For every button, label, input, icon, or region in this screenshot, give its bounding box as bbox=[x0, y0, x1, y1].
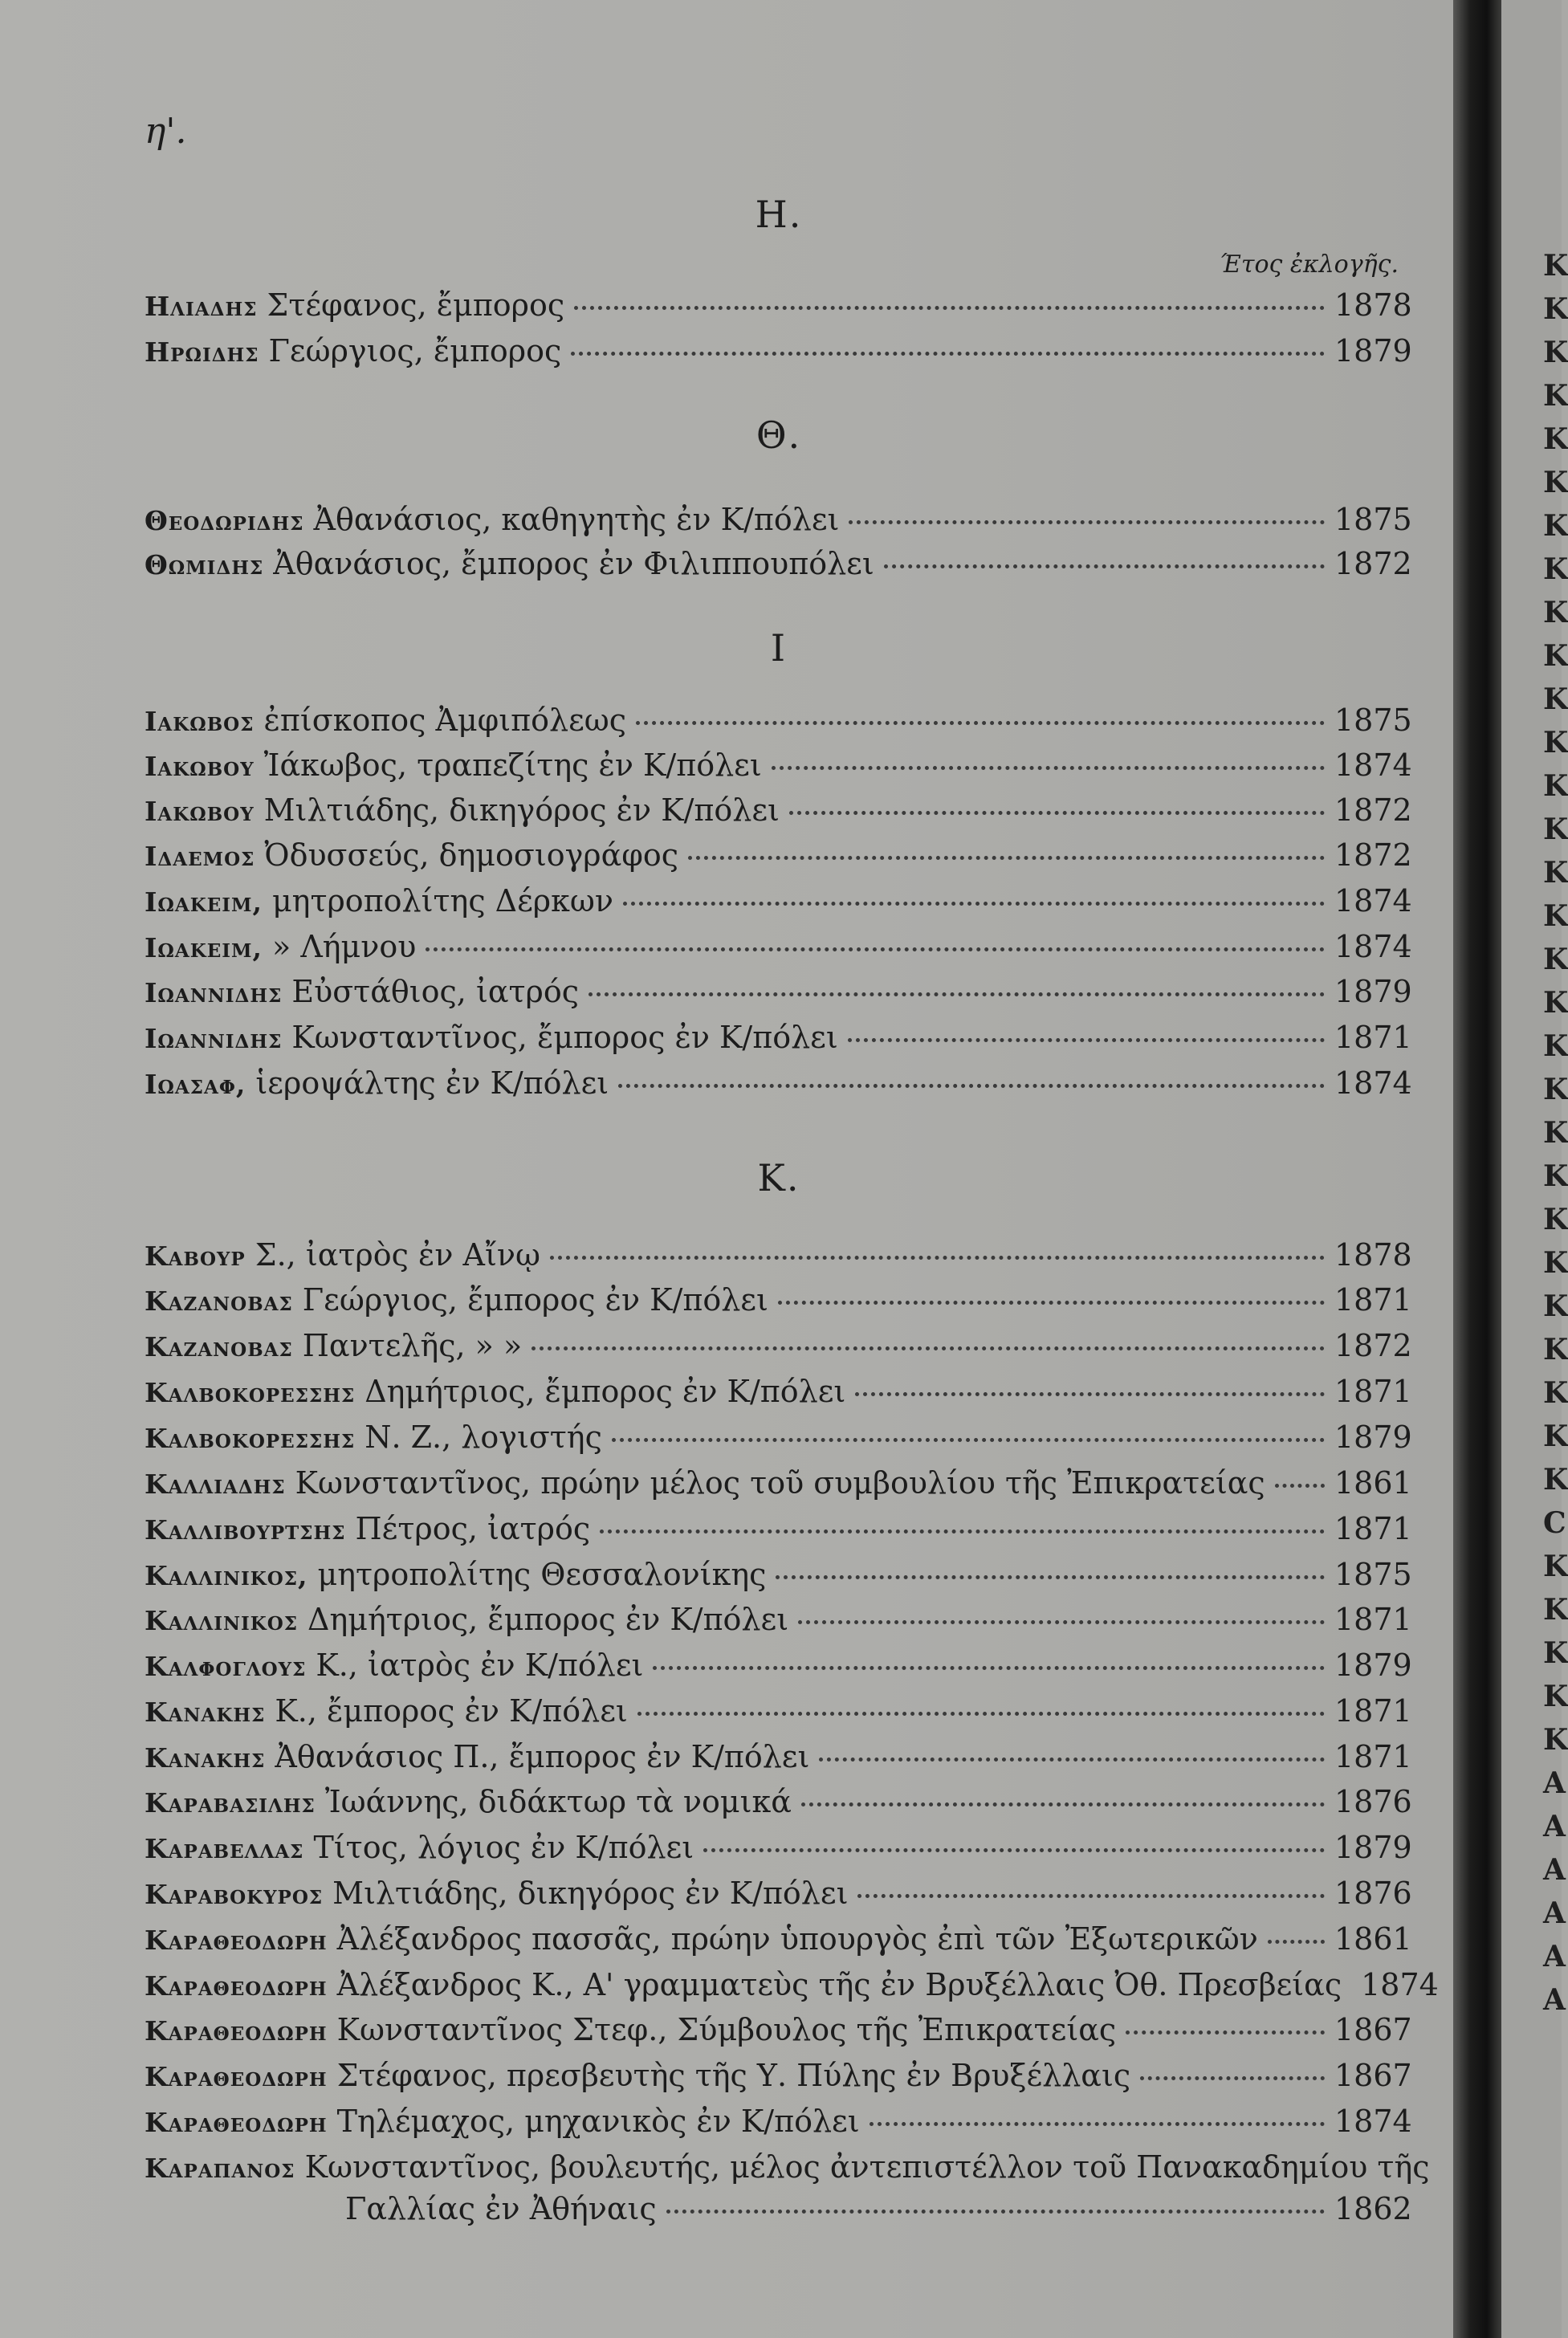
entry-surname: Καραθεοδωρη bbox=[145, 1925, 328, 1956]
list-entry bbox=[145, 1693, 1412, 1735]
dot-leader bbox=[870, 2122, 1325, 2126]
entry-surname: Καραπανος bbox=[145, 2153, 295, 2184]
list-entry bbox=[145, 1602, 1412, 1644]
edge-letter: Κ bbox=[1543, 856, 1568, 890]
entry-description: Κ., ἔμπορος ἐν Κ/πόλει bbox=[275, 1693, 628, 1729]
entry-surname: Καλφογλους bbox=[145, 1651, 307, 1682]
edge-letter: Κ bbox=[1543, 769, 1568, 803]
dot-leader bbox=[1140, 2076, 1325, 2080]
list-entry bbox=[145, 1237, 1412, 1279]
entry-surname: Θωμιδης bbox=[145, 549, 264, 580]
entry-surname: Καλλιαδης bbox=[145, 1468, 286, 1500]
dot-leader bbox=[789, 811, 1325, 815]
entry-year: 1874 bbox=[1334, 1065, 1412, 1101]
dot-leader bbox=[1268, 1940, 1325, 1944]
entry-surname: Καζανοβας bbox=[145, 1285, 293, 1317]
edge-letter: Κ bbox=[1543, 509, 1568, 543]
dot-leader bbox=[778, 1301, 1325, 1305]
entry-year: 1871 bbox=[1334, 1739, 1412, 1774]
edge-letter: Κ bbox=[1543, 1203, 1568, 1236]
list-entry bbox=[145, 1739, 1412, 1781]
dot-leader bbox=[855, 1392, 1325, 1396]
entry-surname: Καραβασιλης bbox=[145, 1787, 316, 1819]
list-entry bbox=[145, 1020, 1412, 1061]
list-entry bbox=[145, 546, 1412, 588]
entry-year: 1871 bbox=[1334, 1602, 1412, 1637]
list-entry bbox=[145, 974, 1412, 1016]
edge-letter: Κ bbox=[1543, 639, 1568, 673]
edge-letter: Α bbox=[1543, 1983, 1566, 2017]
edge-letter: Κ bbox=[1543, 1159, 1568, 1193]
dot-leader bbox=[798, 1620, 1325, 1624]
list-entry bbox=[145, 1374, 1412, 1415]
list-entry bbox=[145, 1830, 1412, 1872]
entry-year: 1867 bbox=[1334, 2012, 1412, 2047]
book-gutter bbox=[1453, 0, 1501, 2338]
list-entry bbox=[145, 1967, 1439, 2009]
entry-line-2 bbox=[145, 2191, 1412, 2226]
entry-year: 1875 bbox=[1334, 502, 1412, 537]
entry-description: Ἀθανάσιος, καθηγητὴς ἐν Κ/πόλει bbox=[313, 502, 840, 537]
dot-leader bbox=[653, 1666, 1325, 1670]
entry-surname: Ιωακειμ, bbox=[145, 932, 263, 963]
edge-letter: Κ bbox=[1543, 943, 1568, 976]
entry-year: 1872 bbox=[1334, 792, 1412, 828]
dot-leader bbox=[688, 856, 1325, 860]
entry-year: 1872 bbox=[1334, 546, 1412, 581]
entry-surname: Καλβοκορεσσης bbox=[145, 1423, 356, 1454]
entry-year: 1878 bbox=[1334, 1237, 1412, 1273]
entry-surname: Ιδαεμος bbox=[145, 841, 255, 872]
entry-description: Κωνσταντῖνος Στεφ., Σύμβουλος τῆς Ἐπικρατείας bbox=[336, 2012, 1117, 2047]
entry-year: 1875 bbox=[1334, 1557, 1412, 1592]
entry-description: » Λήμνου bbox=[271, 929, 417, 964]
list-entry bbox=[145, 837, 1412, 879]
page-number: η'. bbox=[145, 111, 187, 152]
entry-text-block bbox=[145, 2149, 1430, 2226]
entry-surname: Θεοδωριδης bbox=[145, 505, 304, 536]
edge-letter: Κ bbox=[1543, 986, 1568, 1020]
entry-surname: Ιακωβου bbox=[145, 796, 255, 827]
edge-letter: Κ bbox=[1543, 726, 1568, 760]
entry-surname: Ιακωβος bbox=[145, 706, 255, 737]
entry-year: 1867 bbox=[1334, 2058, 1412, 2093]
entry-description: μητροπολίτης Θεσσαλονίκης bbox=[317, 1557, 767, 1592]
list-entry bbox=[145, 1921, 1412, 1963]
dot-leader bbox=[848, 1038, 1325, 1042]
edge-letter: Κ bbox=[1543, 1073, 1568, 1106]
edge-letter: Κ bbox=[1543, 336, 1568, 369]
dot-leader bbox=[636, 721, 1325, 725]
entry-year: 1871 bbox=[1334, 1282, 1412, 1318]
dot-leader bbox=[600, 1529, 1325, 1534]
list-entry bbox=[145, 2104, 1412, 2145]
edge-letter: Κ bbox=[1543, 899, 1568, 933]
list-entry bbox=[145, 1328, 1412, 1370]
list-entry bbox=[145, 1465, 1412, 1507]
column-header-election-year: Έτος ἐκλογῆς. bbox=[1219, 250, 1399, 279]
entry-year: 1874 bbox=[1334, 2104, 1412, 2139]
edge-letter: Κ bbox=[1543, 1593, 1568, 1627]
entry-surname: Ιωακειμ, bbox=[145, 886, 263, 918]
entry-surname: Καλλινικος bbox=[145, 1605, 299, 1636]
list-entry bbox=[145, 1876, 1412, 1917]
dot-leader bbox=[531, 1346, 1325, 1350]
section-letter-heading: Θ. bbox=[755, 413, 802, 457]
entry-description: Ἀλέξανδρος πασσᾶς, πρώην ὑπουργὸς ἐπὶ τῶν Ἐξωτερικῶν bbox=[336, 1921, 1258, 1957]
entry-surname: Ηρωιδης bbox=[145, 336, 259, 368]
dot-leader bbox=[857, 1894, 1325, 1898]
entry-surname: Καλλιβουρτσης bbox=[145, 1514, 346, 1546]
entry-surname: Ιωασαφ, bbox=[145, 1069, 246, 1100]
dot-leader bbox=[589, 992, 1325, 996]
entry-description: Ἰάκωβος, τραπεζίτης ἐν Κ/πόλει bbox=[263, 747, 762, 783]
list-entry bbox=[145, 1065, 1412, 1107]
dot-leader bbox=[819, 1758, 1325, 1762]
section-letter-heading: Ι bbox=[770, 626, 788, 670]
entry-surname: Καλλινικος, bbox=[145, 1560, 308, 1591]
edge-letter: C bbox=[1543, 1506, 1566, 1540]
entry-year: 1879 bbox=[1334, 333, 1412, 369]
entry-surname: Ηλιαδης bbox=[145, 291, 258, 322]
dot-leader bbox=[618, 1084, 1325, 1088]
edge-letter: Κ bbox=[1543, 552, 1568, 586]
dot-leader bbox=[772, 766, 1325, 770]
entry-description: Πέτρος, ἰατρός bbox=[355, 1511, 591, 1546]
edge-letter: Α bbox=[1543, 1896, 1566, 1930]
entry-year: 1861 bbox=[1334, 1921, 1412, 1957]
list-entry bbox=[145, 929, 1412, 971]
entry-description: Ἰωάννης, διδάκτωρ τὰ νομικά bbox=[324, 1784, 792, 1819]
entry-year: 1879 bbox=[1334, 974, 1412, 1009]
dot-leader bbox=[776, 1575, 1325, 1579]
entry-description-continued: Γαλλίας ἐν Ἀθήναις bbox=[345, 2191, 657, 2226]
entry-surname: Καλβοκορεσσης bbox=[145, 1377, 356, 1408]
entry-surname: Καραβελλας bbox=[145, 1833, 304, 1864]
edge-letter: Κ bbox=[1543, 682, 1568, 716]
edge-letter: Κ bbox=[1543, 466, 1568, 499]
entry-description: Δημήτριος, ἔμπορος ἐν Κ/πόλει bbox=[365, 1374, 846, 1409]
edge-letter: Κ bbox=[1543, 1029, 1568, 1063]
entry-description: Τηλέμαχος, μηχανικὸς ἐν Κ/πόλει bbox=[336, 2104, 860, 2139]
entry-year: 1878 bbox=[1334, 287, 1412, 323]
list-entry bbox=[145, 2058, 1412, 2100]
edge-letter: Κ bbox=[1543, 1723, 1568, 1757]
edge-letter: Κ bbox=[1543, 1376, 1568, 1410]
entry-surname: Κανακης bbox=[145, 1742, 266, 1774]
dot-leader bbox=[1126, 2030, 1325, 2035]
entry-description: Ν. Ζ., λογιστής bbox=[365, 1420, 602, 1455]
list-entry bbox=[145, 1282, 1412, 1324]
edge-letter: Κ bbox=[1543, 422, 1568, 456]
entry-description: Ἀλέξανδρος Κ., Α' γραμματεὺς τῆς ἐν Βρυξέλλαις Ὀθ. Πρεσβείας bbox=[336, 1967, 1342, 2002]
list-entry bbox=[145, 1557, 1412, 1599]
entry-year: 1874 bbox=[1334, 929, 1412, 964]
entry-year: 1871 bbox=[1334, 1374, 1412, 1409]
entry-description: Εὐστάθιος, ἰατρός bbox=[291, 974, 580, 1009]
list-entry bbox=[145, 747, 1412, 789]
edge-letter: Κ bbox=[1543, 1463, 1568, 1497]
edge-letter: Κ bbox=[1543, 379, 1568, 413]
edge-letter: Κ bbox=[1543, 1246, 1568, 1280]
section-letter-heading: Κ. bbox=[757, 1156, 800, 1200]
list-entry bbox=[145, 287, 1412, 329]
entry-description: Μιλτιάδης, δικηγόρος ἐν Κ/πόλει bbox=[263, 792, 780, 828]
entry-year: 1862 bbox=[1334, 2191, 1412, 2226]
entry-description: Κωνσταντῖνος, βουλευτής, μέλος ἀντεπιστέλλον τοῦ Πανακαδημίου τῆς bbox=[304, 2149, 1430, 2185]
entry-year: 1871 bbox=[1334, 1511, 1412, 1546]
entry-surname: Ιακωβου bbox=[145, 751, 255, 782]
list-entry bbox=[145, 1420, 1412, 1461]
entry-description: ἱεροψάλτης ἐν Κ/πόλει bbox=[255, 1065, 609, 1101]
edge-letter: Κ bbox=[1543, 1289, 1568, 1323]
edge-letter: Α bbox=[1543, 1766, 1566, 1800]
entry-surname: Ιωαννιδης bbox=[145, 977, 283, 1008]
edge-letter: Κ bbox=[1543, 596, 1568, 629]
entry-description: ἐπίσκοπος Ἀμφιπόλεως bbox=[263, 703, 627, 738]
entry-description: Τίτος, λόγιος ἐν Κ/πόλει bbox=[313, 1830, 694, 1865]
edge-letter: Κ bbox=[1543, 292, 1568, 326]
entry-year: 1879 bbox=[1334, 1648, 1412, 1683]
list-entry bbox=[145, 2012, 1412, 2054]
edge-letter: Κ bbox=[1543, 1420, 1568, 1453]
dot-leader bbox=[623, 902, 1325, 906]
dot-leader bbox=[1275, 1484, 1325, 1488]
entry-description: Κωνσταντῖνος, ἔμπορος ἐν Κ/πόλει bbox=[291, 1020, 838, 1055]
entry-description: μητροπολίτης Δέρκων bbox=[271, 883, 613, 918]
entry-description: Στέφανος, ἔμπορος bbox=[267, 287, 565, 323]
entry-description: Ἀθανάσιος, ἔμπορος ἐν Φιλιππουπόλει bbox=[273, 546, 874, 581]
entry-description: Σ., ἰατρὸς ἐν Αἴνῳ bbox=[255, 1237, 540, 1273]
list-entry bbox=[145, 703, 1412, 744]
entry-year: 1874 bbox=[1334, 883, 1412, 918]
entry-surname: Καβουρ bbox=[145, 1240, 246, 1272]
list-entry bbox=[145, 333, 1412, 375]
entry-year: 1872 bbox=[1334, 1328, 1412, 1363]
entry-line-1 bbox=[145, 2149, 1430, 2185]
list-entry bbox=[145, 1511, 1412, 1553]
list-entry bbox=[145, 883, 1412, 925]
dot-leader bbox=[849, 520, 1325, 524]
entry-description: Ὀδυσσεύς, δημοσιογράφος bbox=[264, 837, 679, 873]
entry-year: 1872 bbox=[1334, 837, 1412, 873]
dot-leader bbox=[612, 1438, 1325, 1442]
entry-year: 1876 bbox=[1334, 1876, 1412, 1911]
entry-description: Γεώργιος, ἔμπορος bbox=[268, 333, 562, 369]
entry-surname: Καραβοκυρος bbox=[145, 1879, 324, 1910]
dot-leader bbox=[703, 1848, 1325, 1852]
list-entry bbox=[145, 502, 1412, 544]
dot-leader bbox=[884, 564, 1325, 568]
entry-description: Μιλτιάδης, δικηγόρος ἐν Κ/πόλει bbox=[332, 1876, 849, 1911]
entry-year: 1879 bbox=[1334, 1830, 1412, 1865]
edge-letter: Α bbox=[1543, 1940, 1566, 1973]
list-entry bbox=[145, 1784, 1412, 1826]
list-entry bbox=[145, 792, 1412, 834]
dot-leader bbox=[550, 1256, 1325, 1260]
entry-surname: Καραθεοδωρη bbox=[145, 2015, 328, 2047]
dot-leader bbox=[637, 1712, 1325, 1716]
edge-letter: Κ bbox=[1543, 1680, 1568, 1713]
entry-description: Δημήτριος, ἔμπορος ἐν Κ/πόλει bbox=[307, 1602, 789, 1637]
entry-year: 1871 bbox=[1334, 1693, 1412, 1729]
dot-leader bbox=[801, 1802, 1325, 1806]
entry-year: 1875 bbox=[1334, 703, 1412, 738]
list-entry bbox=[145, 1648, 1412, 1689]
entry-description: Παντελῆς, » » bbox=[302, 1328, 523, 1363]
entry-year: 1879 bbox=[1334, 1420, 1412, 1455]
entry-surname: Κανακης bbox=[145, 1696, 266, 1728]
entry-year: 1861 bbox=[1334, 1465, 1412, 1501]
edge-letter: Κ bbox=[1543, 1636, 1568, 1670]
edge-letter: Α bbox=[1543, 1810, 1566, 1843]
entry-surname: Καραθεοδωρη bbox=[145, 2061, 328, 2092]
dot-leader bbox=[574, 306, 1325, 310]
entry-description: Κ., ἰατρὸς ἐν Κ/πόλει bbox=[316, 1648, 644, 1683]
entry-surname: Καραθεοδωρη bbox=[145, 1970, 328, 2002]
entry-year: 1876 bbox=[1334, 1784, 1412, 1819]
entry-surname: Ιωαννιδης bbox=[145, 1023, 283, 1054]
section-letter-heading: Η. bbox=[755, 193, 803, 236]
entry-description: Γεώργιος, ἔμπορος ἐν Κ/πόλει bbox=[302, 1282, 768, 1318]
entry-year: 1871 bbox=[1334, 1020, 1412, 1055]
dot-leader bbox=[571, 352, 1325, 356]
entry-surname: Καραθεοδωρη bbox=[145, 2107, 328, 2138]
entry-description: Κωνσταντῖνος, πρώην μέλος τοῦ συμβουλίου τῆς Ἐπικρατείας bbox=[295, 1465, 1265, 1501]
edge-letter: Κ bbox=[1543, 1333, 1568, 1367]
dot-leader bbox=[426, 947, 1325, 951]
entry-surname: Καζανοβας bbox=[145, 1331, 293, 1362]
edge-letter: Κ bbox=[1543, 813, 1568, 846]
edge-letter: Κ bbox=[1543, 1116, 1568, 1150]
entry-year: 1874 bbox=[1334, 747, 1412, 783]
entry-description: Ἀθανάσιος Π., ἔμπορος ἐν Κ/πόλει bbox=[275, 1739, 810, 1774]
dot-leader bbox=[666, 2210, 1325, 2214]
list-entry bbox=[145, 2149, 1430, 2238]
edge-letter: Κ bbox=[1543, 249, 1568, 283]
entry-year: 1874 bbox=[1361, 1967, 1439, 2002]
edge-letter: Α bbox=[1543, 1853, 1566, 1887]
edge-letter: Κ bbox=[1543, 1550, 1568, 1583]
entry-description: Στέφανος, πρεσβευτὴς τῆς Υ. Πύλης ἐν Βρυξέλλαις bbox=[336, 2058, 1131, 2093]
